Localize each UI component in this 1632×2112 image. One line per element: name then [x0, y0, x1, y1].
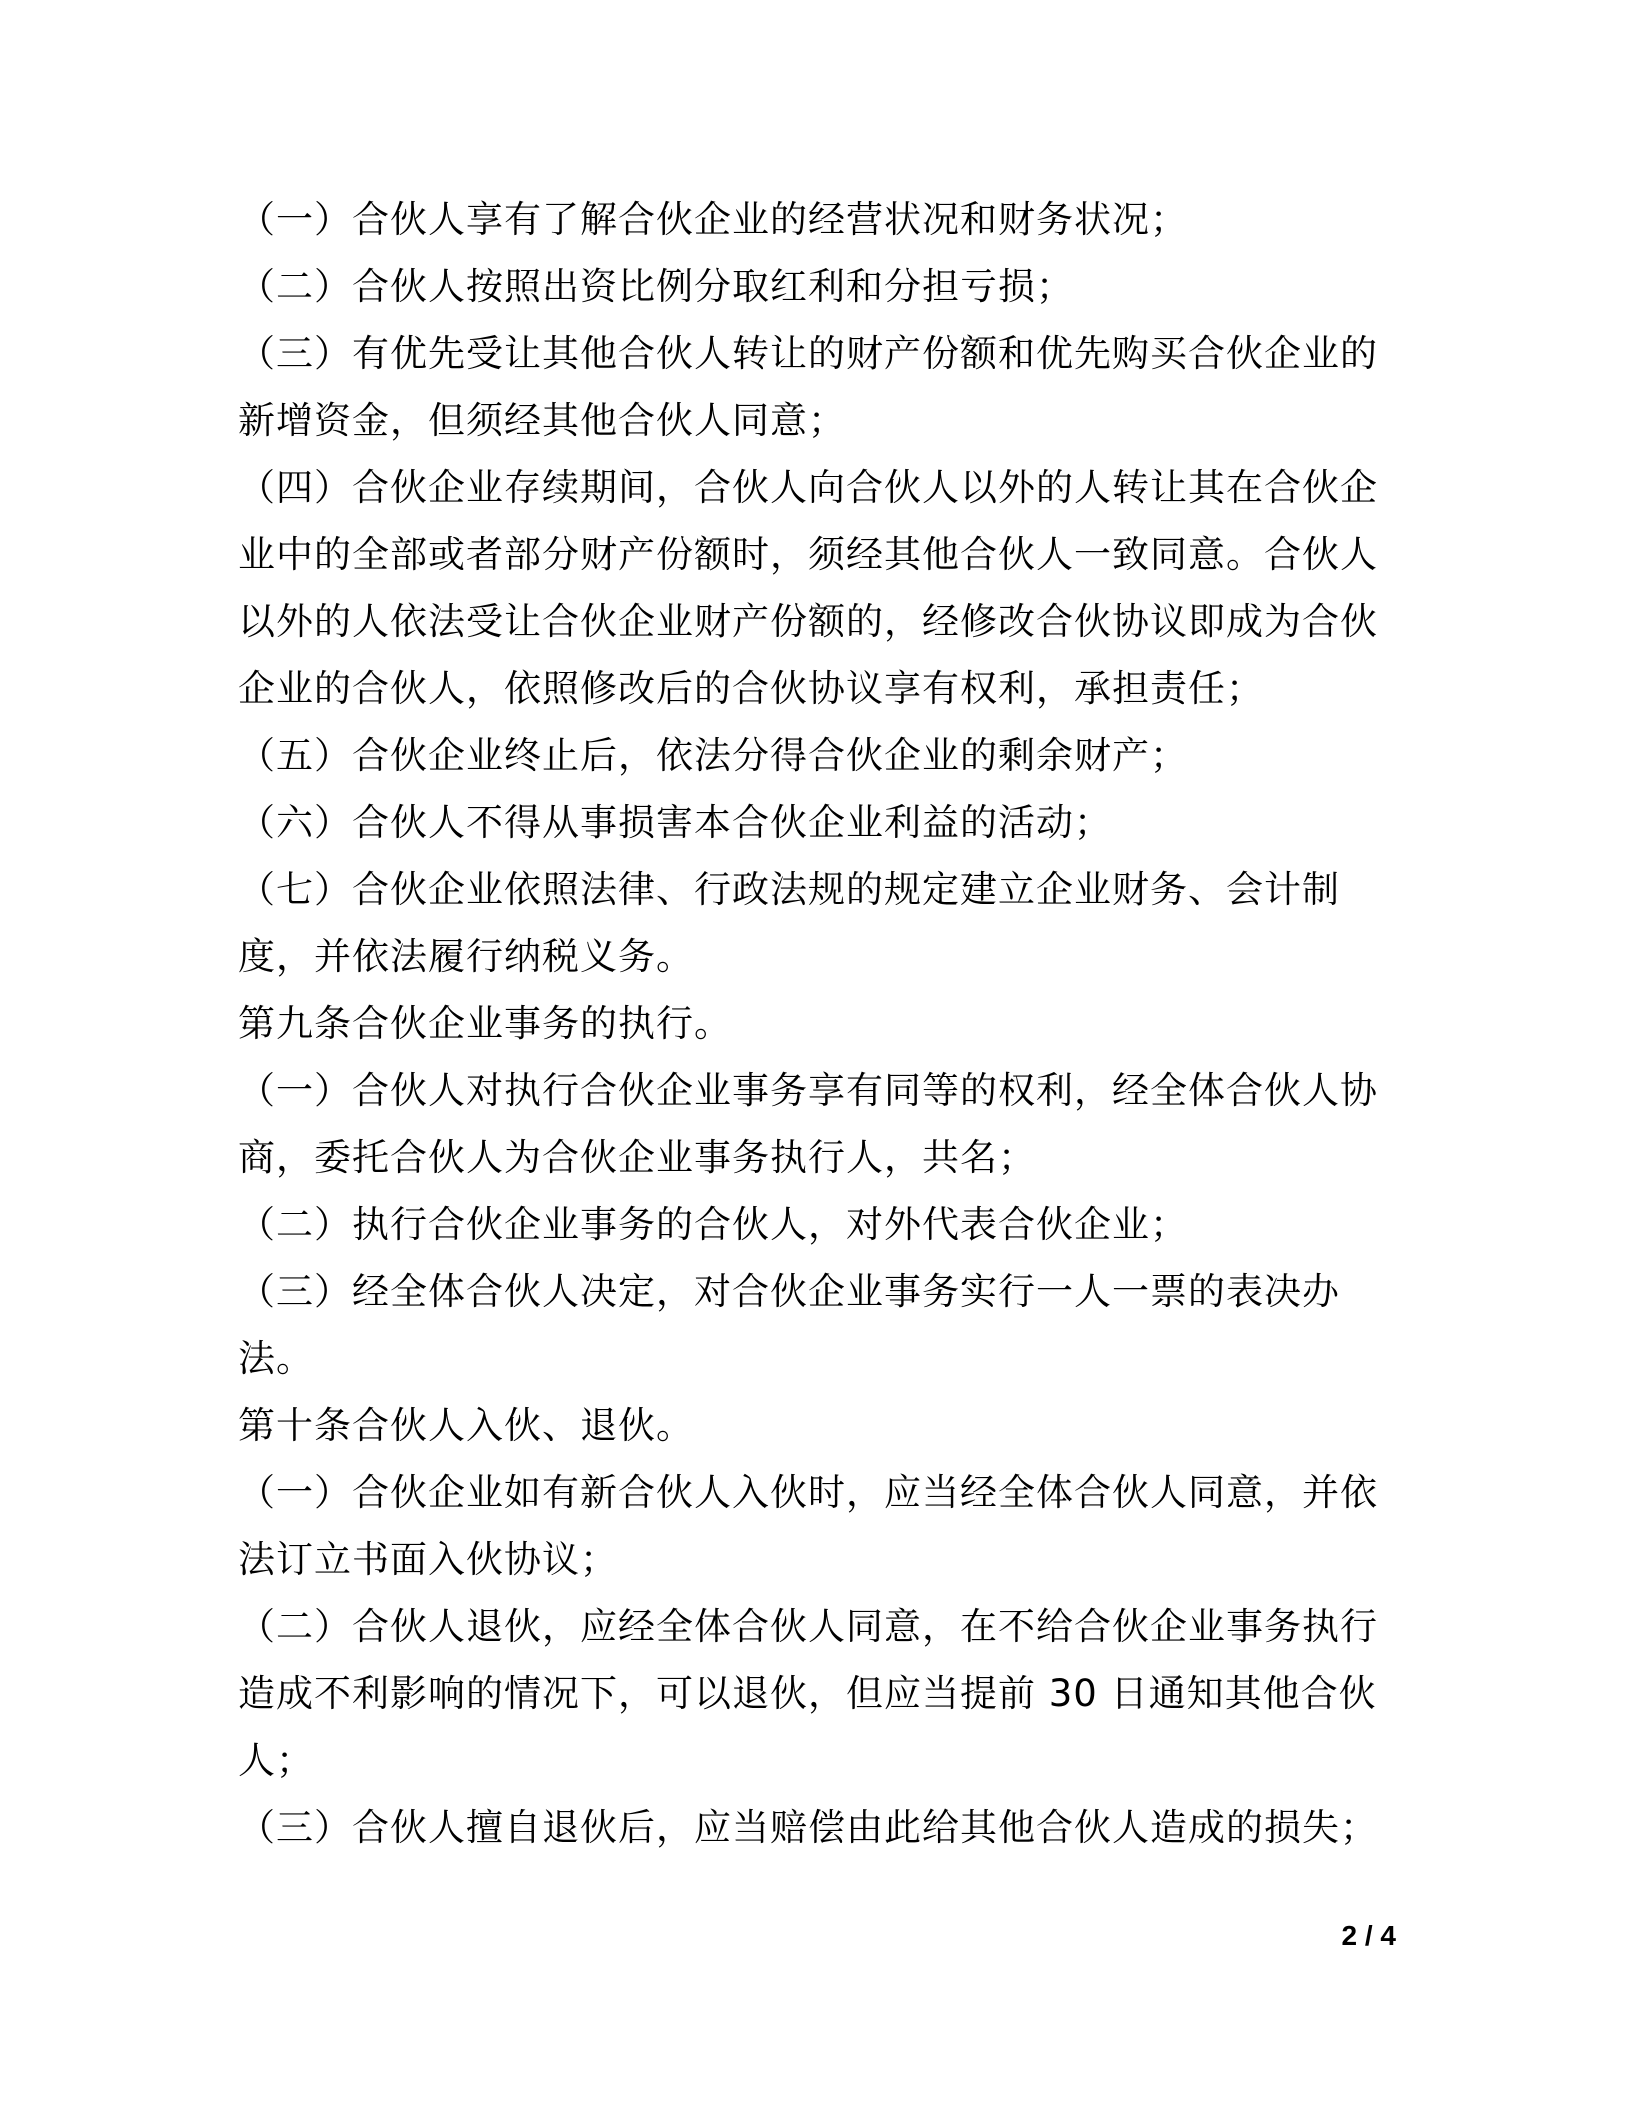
clause-paragraph: （七）合伙企业依照法律、行政法规的规定建立企业财务、会计制度，并依法履行纳税义务。 — [238, 868, 1340, 978]
clause-paragraph: （六）合伙人不得从事损害本合伙企业利益的活动； — [238, 801, 1112, 844]
clause-paragraph: （一）合伙企业如有新合伙人入伙时，应当经全体合伙人同意，并依法订立书面入伙协议； — [238, 1471, 1378, 1581]
clause-paragraph: （二）合伙人按照出资比例分取红利和分担亏损； — [238, 265, 1074, 308]
clause-paragraph: （一）合伙人享有了解合伙企业的经营状况和财务状况； — [238, 198, 1188, 241]
clause-paragraph: （五）合伙企业终止后，依法分得合伙企业的剩余财产； — [238, 734, 1188, 777]
clause-paragraph: （四）合伙企业存续期间，合伙人向合伙人以外的人转让其在合伙企业中的全部或者部分财产份额时，须经其他合伙人一致同意。合伙人以外的人依法受让合伙企业财产份额的，经修改合伙协议即成为合伙企业的合伙人，依照修改后的合伙协议享有权利，承担责任； — [238, 466, 1378, 710]
clause-paragraph: （三）合伙人擅自退伙后，应当赔偿由此给其他合伙人造成的损失； — [238, 1806, 1378, 1849]
page-number: 2 / 4 — [1341, 1920, 1396, 1951]
clause-paragraph: （二）合伙人退伙，应经全体合伙人同意，在不给合伙企业事务执行造成不利影响的情况下，可以退伙，但应当提前 30 日通知其他合伙人； — [238, 1605, 1378, 1782]
clause-paragraph: （一）合伙人对执行合伙企业事务享有同等的权利，经全体合伙人协商，委托合伙人为合伙企业事务执行人，共名； — [238, 1069, 1378, 1179]
article-heading: 第九条合伙企业事务的执行。 — [238, 1002, 732, 1045]
clause-paragraph: （三）有优先受让其他合伙人转让的财产份额和优先购买合伙企业的新增资金，但须经其他合伙人同意； — [238, 332, 1378, 442]
article-heading: 第十条合伙人入伙、退伙。 — [238, 1404, 694, 1447]
clause-paragraph: （二）执行合伙企业事务的合伙人，对外代表合伙企业； — [238, 1203, 1188, 1246]
document-body — [238, 186, 1394, 1861]
clause-paragraph: （三）经全体合伙人决定，对合伙企业事务实行一人一票的表决办法。 — [238, 1270, 1340, 1380]
